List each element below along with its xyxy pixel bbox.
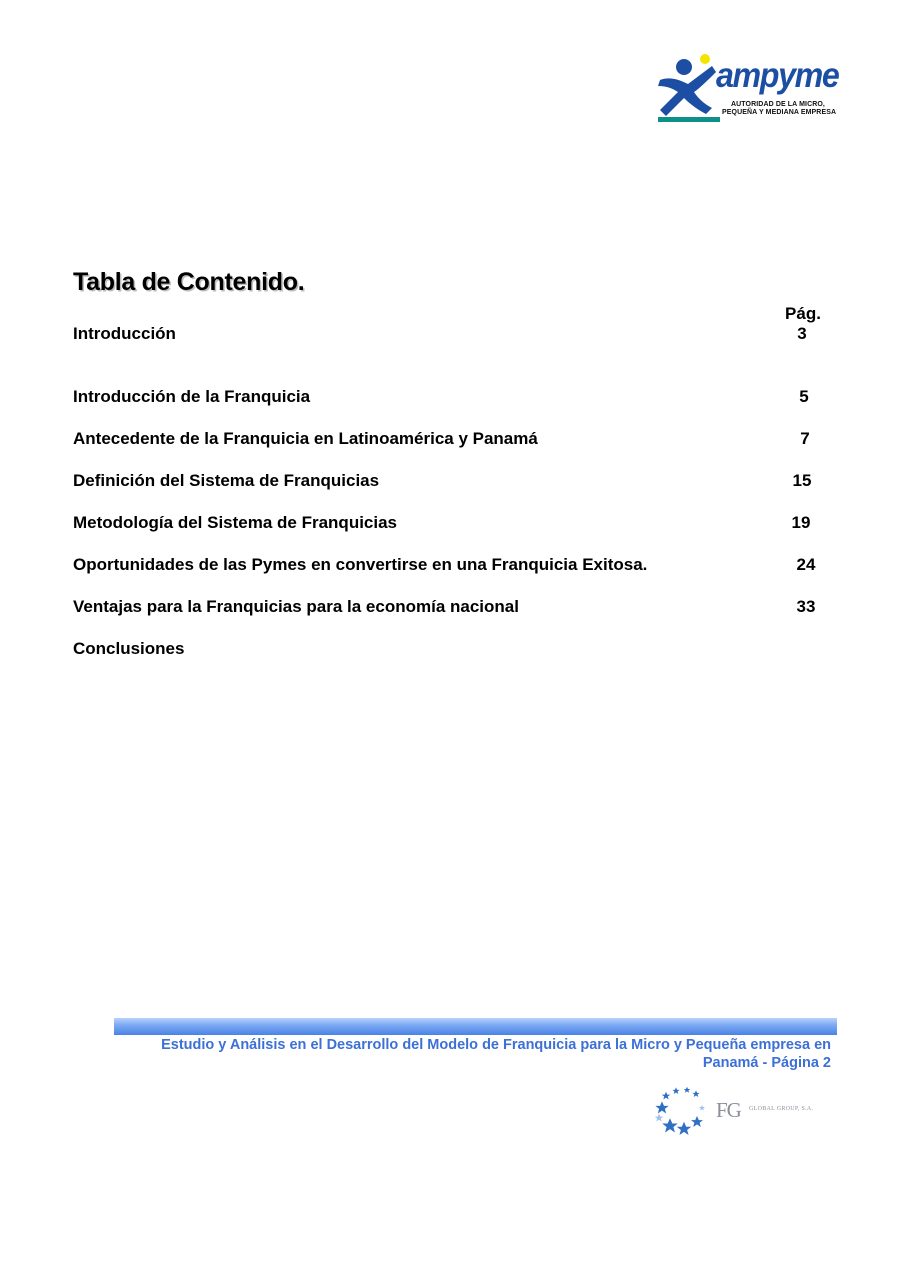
toc-entry-label: Introducción xyxy=(73,324,176,343)
toc-title: Tabla de Contenido. xyxy=(73,268,305,296)
toc-entry-ventajas[interactable] xyxy=(73,597,833,621)
toc-entry-metodologia[interactable] xyxy=(73,513,833,537)
footer-caption xyxy=(114,1036,831,1072)
toc-entry-page: 24 xyxy=(796,555,816,574)
toc-entry-definicion[interactable] xyxy=(73,471,833,495)
ampyme-subtitle xyxy=(722,101,837,117)
ampyme-subtitle-line2: PEQUEÑA Y MEDIANA EMPRESA xyxy=(722,109,837,116)
toc-entry-introduccion-franquicia[interactable] xyxy=(73,387,833,411)
toc-entry-page: 33 xyxy=(796,597,816,616)
toc-entry-oportunidades[interactable] xyxy=(73,555,833,579)
fg-global-group-logo xyxy=(654,1086,824,1136)
toc-entry-conclusiones[interactable] xyxy=(73,639,833,663)
toc-entry-label: Oportunidades de las Pymes en convertirse en una Franquicia Exitosa. xyxy=(73,555,648,574)
toc-entry-antecedente[interactable] xyxy=(73,429,833,453)
fg-tagline: GLOBAL GROUP, S.A. xyxy=(749,1106,814,1112)
toc-entry-page: 7 xyxy=(800,429,810,448)
toc-entry-label: Metodología del Sistema de Franquicias xyxy=(73,513,398,532)
toc-entry-label: Ventajas para la Franquicias para la economía nacional xyxy=(73,597,519,616)
toc-entry-page: 15 xyxy=(792,471,812,490)
footer-caption-line2: Panamá - Página 2 xyxy=(702,1055,831,1071)
toc-entry-label: Introducción de la Franquicia xyxy=(73,387,311,406)
fg-stars-icon xyxy=(654,1086,718,1136)
ampyme-figure-icon xyxy=(658,54,720,122)
toc-entry-label: Conclusiones xyxy=(73,639,185,658)
toc-entry-page: 3 xyxy=(797,324,807,343)
toc-entry-label: Definición del Sistema de Franquicias xyxy=(73,471,380,490)
ampyme-wordmark: ampyme xyxy=(716,56,839,95)
toc-entry-page: 5 xyxy=(799,387,809,406)
toc-entry-label: Antecedente de la Franquicia en Latinoamérica y Panamá xyxy=(73,429,538,448)
ampyme-subtitle-line1: AUTORIDAD DE LA MICRO, xyxy=(731,101,825,108)
toc-entry-page: 19 xyxy=(791,513,811,532)
footer-caption-line1: Estudio y Análisis en el Desarrollo del Modelo de Franquicia para la Micro y Pequeña empresa en xyxy=(161,1037,831,1053)
ampyme-logo xyxy=(658,54,839,124)
footer-gradient-bar xyxy=(114,1018,837,1035)
page-column-label: Pág. xyxy=(785,304,821,323)
toc-entry-introduccion[interactable] xyxy=(73,324,833,348)
fg-letters: FG xyxy=(716,1098,741,1122)
